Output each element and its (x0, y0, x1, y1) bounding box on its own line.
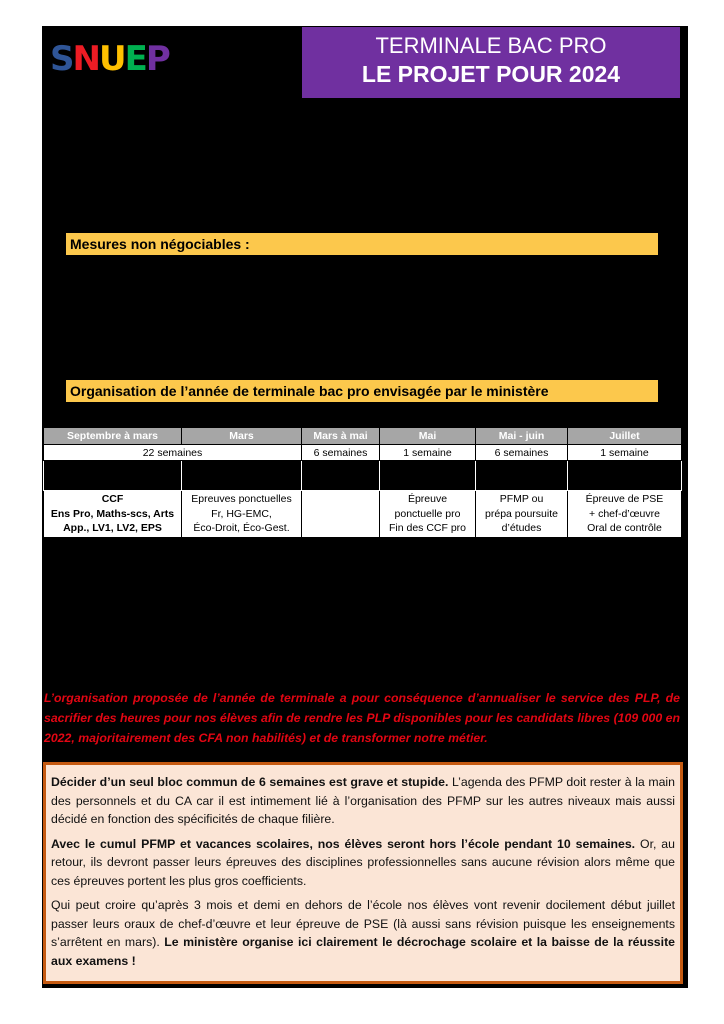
highlight-box (43, 762, 683, 984)
box-paragraph (51, 835, 675, 891)
organisation-section-title: Organisation de l’année de terminale bac pro envisagée par le ministère (66, 380, 658, 402)
box-text: Qui peut croire qu’après 3 mois et demi en dehors de l’école nos élèves vont revenir docilement début juillet passer leurs oraux de chef-d’œuvre et leur épreuve de PSE (là aussi sans révision puisque les enseignements s’arrêtent en mars). (51, 898, 675, 949)
description-line: PFMP ou (499, 493, 544, 506)
header-title: TERMINALE BAC PRO (375, 33, 607, 58)
bar-cell (182, 461, 302, 491)
logo-letter-n: N (72, 39, 99, 79)
bar-cell (476, 461, 568, 491)
header-banner (302, 27, 680, 98)
description-line: App., LV1, LV2, EPS (63, 522, 162, 535)
description-line: d’études (501, 522, 542, 535)
weeks-cell: 6 semaines (476, 445, 568, 461)
timeline-table (43, 427, 682, 538)
description-cell (476, 491, 568, 538)
logo-letter-u: U (98, 39, 125, 79)
description-line: Fin des CCF pro (388, 522, 467, 535)
weeks-cell: 1 semaine (380, 445, 476, 461)
description-cell (380, 491, 476, 538)
logo-letter-s: S (50, 39, 73, 79)
description-line: + chef-d’œuvre (589, 507, 660, 520)
box-bold-text: Le ministère organise ici clairement le décrochage scolaire et la baisse de la réussite aux examens ! (51, 935, 675, 968)
timeline-bar-row (44, 461, 682, 491)
description-line: prépa poursuite (485, 507, 558, 520)
header-cell: Mars (182, 428, 302, 445)
logo-letter-p: P (145, 39, 169, 79)
description-cell (568, 491, 682, 538)
description-line: Épreuve (407, 493, 448, 506)
box-paragraph (51, 773, 675, 829)
description-line: ponctuelle pro (394, 507, 461, 520)
description-line: Ens Pro, Maths-scs, Arts (50, 507, 175, 520)
logo-letter-e: E (124, 39, 146, 79)
box-text: L’agenda des PFMP doit rester à la main des personnels et du CA car il est intimement lié à l’organisation des PFMP sur les autres niveaux mais aussi décidé en fonction des spécificités de chaque filière. (51, 775, 675, 826)
box-paragraph (51, 896, 675, 970)
header-subtitle: LE PROJET POUR 2024 (361, 61, 621, 87)
bar-cell (568, 461, 682, 491)
description-line: Épreuve de PSE (585, 493, 664, 506)
timeline-description-row (44, 491, 682, 538)
box-text: Or, au retour, ils devront passer leurs épreuves des disciplines professionnelles sans aucune révision alors même que ces épreuves portent les plus gros coefficients. (51, 836, 675, 888)
box-bold-text: Décider d’un seul bloc commun de 6 semaines est grave et stupide. (51, 775, 449, 789)
bar-cell (380, 461, 476, 491)
description-line: Fr, HG-EMC, (211, 507, 272, 520)
timeline-weeks-row (44, 445, 682, 461)
bar-cell (302, 461, 380, 491)
timeline-header-row (44, 428, 682, 445)
description-line: Éco-Droit, Éco-Gest. (193, 522, 290, 535)
header-cell: Septembre à mars (44, 428, 182, 445)
box-bold-text: Avec le cumul PFMP et vacances scolaires, nos élèves seront hors l’école pendant 10 semaines. (51, 836, 636, 851)
header-cell: Mai - juin (476, 428, 568, 445)
description-line: Epreuves ponctuelles (191, 493, 292, 506)
measures-section-title: Mesures non négociables : (66, 233, 658, 255)
snuep-logo (50, 36, 170, 82)
header-cell: Mars à mai (302, 428, 380, 445)
weeks-cell: 6 semaines (302, 445, 380, 461)
description-line: Oral de contrôle (587, 522, 662, 535)
weeks-cell: 1 semaine (568, 445, 682, 461)
header-cell: Juillet (568, 428, 682, 445)
red-warning-note: L’organisation proposée de l’année de terminale a pour conséquence d’annualiser le service des PLP, de sacrifier des heures pour nos élèves afin de rendre les PLP disponibles pour les candidats libres (109 000 en 2022, majoritairement des CFA non habilités) et de transformer notre métier. (44, 691, 680, 745)
description-cell (302, 491, 380, 538)
description-line: CCF (101, 493, 124, 506)
header-cell: Mai (380, 428, 476, 445)
bar-cell (44, 461, 182, 491)
description-cell (182, 491, 302, 538)
description-cell (44, 491, 182, 538)
weeks-cell: 22 semaines (44, 445, 302, 461)
